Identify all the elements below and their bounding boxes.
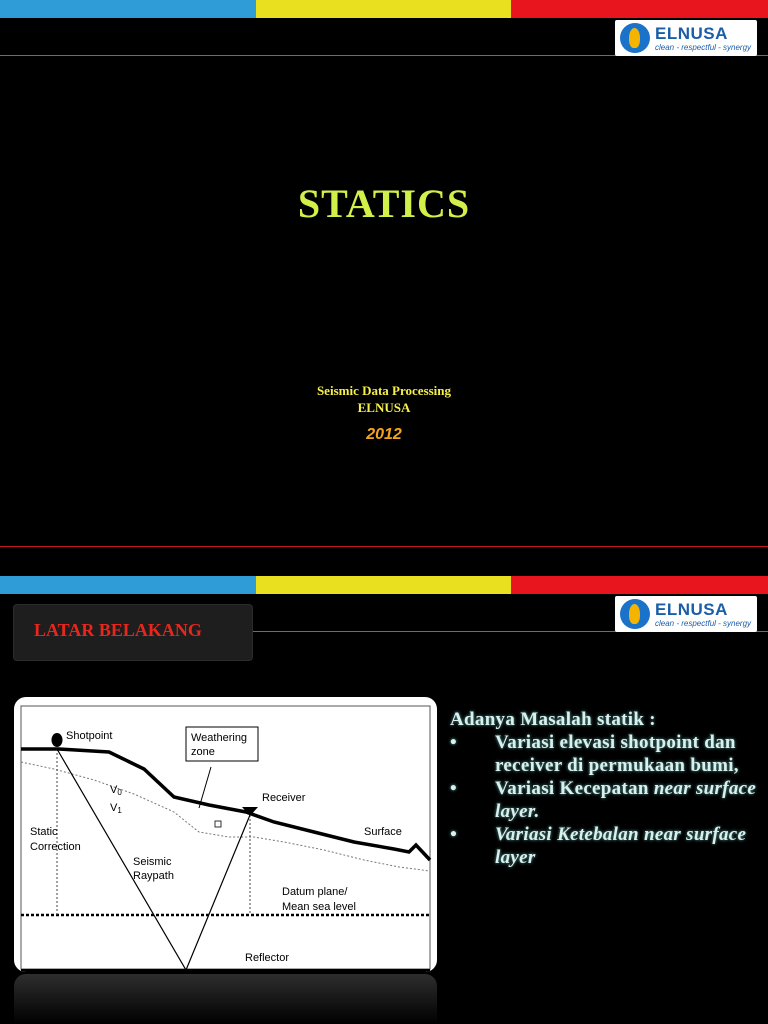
color-bar-red [511, 576, 768, 594]
color-bar [0, 576, 768, 594]
bullet-item-2-plain: Variasi Kecepatan [495, 778, 654, 799]
logo-tagline: clean - respectful - synergy [655, 618, 752, 628]
statics-diagram [14, 697, 437, 972]
label-seismic-1: Seismic [133, 856, 172, 868]
label-shotpoint: Shotpoint [66, 730, 113, 742]
bullet-item-3: • Variasi Ketebalan near surface layer [450, 823, 762, 869]
bullet-item-2-italic: near surface layer. [495, 778, 757, 822]
color-bar-blue [0, 0, 256, 18]
color-bar-red [511, 0, 768, 18]
bullet-list [450, 708, 762, 869]
label-weathering-2: zone [191, 746, 215, 758]
logo-tagline: clean - respectful - synergy [655, 42, 752, 52]
elnusa-seahorse-icon [620, 599, 650, 629]
surface-line [21, 749, 430, 860]
bullet-item-2 [450, 777, 762, 823]
label-v1-sub: 1 [117, 806, 122, 815]
label-surface: Surface [364, 826, 402, 838]
diagram-reflection [14, 974, 437, 1024]
color-bar [0, 0, 768, 18]
logo-name: ELNUSA [655, 599, 728, 619]
color-bar-yellow [256, 0, 511, 18]
label-datum-2: Mean sea level [282, 901, 356, 913]
bullet-lead: Adanya Masalah statik : [450, 709, 656, 730]
subtitle-line-2: ELNUSA [357, 400, 411, 415]
subtitle-line-1: Seismic Data Processing [316, 383, 452, 398]
label-receiver: Receiver [262, 792, 306, 804]
footer-divider [0, 546, 768, 547]
weathering-pointer [199, 767, 211, 808]
bullet-item-1: • Variasi elevasi shotpoint dan receiver di permukaan bumi, [450, 731, 762, 777]
shotpoint-marker [52, 733, 63, 747]
section-title-box [14, 605, 252, 660]
year-label: 2012 [366, 426, 402, 443]
section-title: LATAR BELAKANG [34, 620, 202, 640]
color-bar-yellow [256, 576, 511, 594]
weathering-base-line [21, 762, 430, 871]
elnusa-logo [615, 20, 757, 56]
label-datum-1: Datum plane/ [282, 886, 348, 898]
label-v0 [110, 784, 122, 797]
label-v0-sub: 0 [117, 788, 122, 797]
label-static-1: Static [30, 826, 58, 838]
label-v1 [110, 802, 122, 815]
content-slide [0, 576, 768, 1024]
small-square-marker [215, 821, 221, 827]
label-weathering-1: Weathering [191, 732, 248, 744]
label-seismic-2: Raypath [133, 870, 174, 882]
elnusa-seahorse-icon [620, 23, 650, 53]
label-reflector: Reflector [245, 952, 290, 964]
label-v1-main: V [110, 802, 118, 814]
color-bar-blue [0, 576, 256, 594]
elnusa-logo [615, 596, 757, 632]
label-v0-main: V [110, 784, 118, 796]
slide-title: STATICS [297, 181, 471, 226]
logo-name: ELNUSA [655, 23, 728, 43]
label-static-2: Correction [30, 841, 81, 853]
